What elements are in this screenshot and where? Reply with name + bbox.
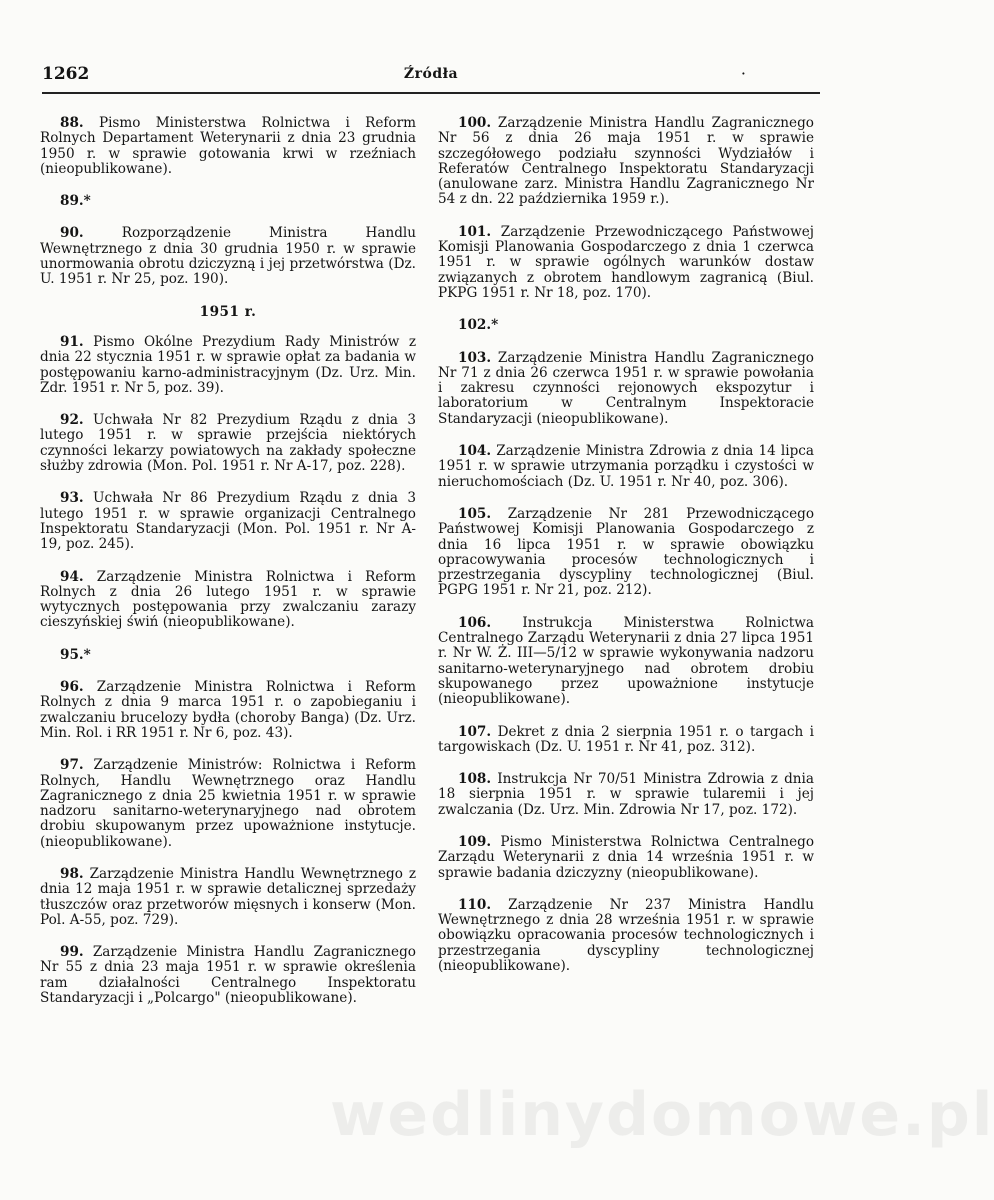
entry-number: 93.: [60, 490, 84, 507]
right-column: [438, 116, 814, 991]
entry-item: [40, 194, 416, 209]
entry-text: Zarządzenie Ministra Handlu Zagranicznego Nr 55 z dnia 23 maja 1951 r. w sprawie określenia ram działalności Centralnego Inspektoratu Standaryzacji i „Polcargo" (nieopublikowane).: [40, 944, 416, 1007]
entry-text: Uchwała Nr 82 Prezydium Rządu z dnia 3 lutego 1951 r. w sprawie przejścia niektórych czynności lekarzy powiatowych na zakłady społeczne służby zdrowia (Mon. Pol. 1951 r. Nr A-17, poz. 228).: [40, 412, 417, 475]
entry-item: [40, 758, 416, 850]
entry-text: Dekret z dnia 2 sierpnia 1951 r. o targach i targowiskach (Dz. U. 1951 r. Nr 41, poz. 312).: [438, 723, 814, 755]
entry-number: 108.: [458, 771, 492, 788]
entry-item: [438, 835, 814, 881]
entry-number: 96.: [60, 679, 84, 696]
entry-item: [40, 570, 416, 631]
entry-number: 109.: [458, 833, 492, 850]
entry-number: 106.: [458, 614, 492, 631]
entry-number: 91.: [60, 333, 84, 350]
left-column: [40, 116, 416, 1023]
entry-number: 98.: [60, 865, 84, 882]
entry-item: [438, 318, 814, 333]
page-header: [42, 62, 820, 94]
entry-item: [40, 648, 416, 663]
entry-text: Zarządzenie Ministra Zdrowia z dnia 14 lipca 1951 r. w sprawie utrzymania porządku i czystości w nieruchomościach (Dz. U. 1951 r. Nr 40, poz. 306).: [438, 443, 815, 490]
entry-number: 88.: [60, 115, 84, 131]
entry-item: [40, 226, 416, 287]
entry-item: [40, 335, 416, 396]
entry-number: 107.: [458, 723, 492, 740]
entry-text: Zarządzenie Ministra Handlu Zagranicznego Nr 71 z dnia 26 czerwca 1951 r. w sprawie powołania i zakresu czynności rejonowych ekspozytur i laboratorium w Centralnym Inspektoracie Standaryzacji (nieopublikowane).: [438, 349, 814, 427]
entry-item: [40, 867, 416, 928]
year-heading: 1951 r.: [199, 303, 257, 320]
entry-number: 100.: [458, 115, 492, 131]
entry-number: 89.*: [60, 193, 91, 210]
entry-text: Zarządzenie Ministra Rolnictwa i Reform Rolnych z dnia 9 marca 1951 r. o zapobieganiu i zwalczaniu brucelozy bydła (choroby Banga) (Dz. Urz. Min. Rol. i RR 1951 r. Nr 6, poz. 43).: [40, 679, 417, 741]
entry-text: Uchwała Nr 86 Prezydium Rządu z dnia 3 lutego 1951 r. w sprawie organizacji Centralnego Inspektoratu Standaryzacji (Mon. Pol. 1951 r. Nr A-19, poz. 245).: [40, 490, 417, 553]
entry-text: Zarządzenie Przewodniczącego Państwowej Komisji Planowania Gospodarczego z dnia 1 czerwca 1951 r. w sprawie ogólnych warunków dostaw związanych z obrotem handlowym zagranicą (Biul. PKPG 1951 r. Nr 18, poz. 170).: [438, 223, 814, 301]
watermark: wedlinydomowe.pl: [330, 1080, 994, 1150]
entry-item: [438, 725, 814, 756]
entry-item: [438, 225, 814, 301]
entry-number: 95.*: [60, 646, 91, 663]
entry-item: [438, 616, 814, 708]
entry-number: 103.: [458, 349, 492, 366]
entry-number: 94.: [60, 568, 84, 585]
entry-text: Instrukcja Nr 70/51 Ministra Zdrowia z dnia 18 sierpnia 1951 r. w sprawie tularemii i jej zwalczania (Dz. Urz. Min. Zdrowia Nr 17, poz. 172).: [438, 771, 814, 818]
entry-item: [438, 444, 814, 490]
entry-item: [438, 507, 814, 599]
entry-text: Zarządzenie Ministra Handlu Zagranicznego Nr 56 z dnia 26 maja 1951 r. w sprawie szczegółowego podziału szynności Wydziałów i Referatów Centralnego Inspektoratu Standaryzacji (anulowane zarz. Ministra Handlu Zagranicznego Nr 54 z dn. 22 października 1959 r.).: [438, 115, 814, 208]
running-title: Źródła: [403, 66, 459, 82]
entry-item: [40, 945, 416, 1006]
entry-number: 105.: [458, 505, 492, 522]
entry-text: Instrukcja Ministerstwa Rolnictwa Centralnego Zarządu Weterynarii z dnia 27 lipca 1951 r. Nr W. Ż. III—5/12 w sprawie wykonywania nadzoru sanitarno-weterynaryjnego nad obrotem drobiu skupowanego przez upoważnione instytucje (nieopublikowane).: [438, 614, 814, 708]
entry-number: 99.: [60, 944, 84, 961]
entry-item: [40, 680, 416, 741]
entry-text: Zarządzenie Nr 281 Przewodniczącego Państwowej Komisji Planowania Gospodarczego z dnia 16 lipca 1951 r. w sprawie obowiązku opracowywania procesów technologicznych i przestrzegania dyscypliny technologicznej (Biul. PGPG 1951 r. Nr 21, poz. 212).: [438, 505, 814, 599]
entry-text: Pismo Okólne Prezydium Rady Ministrów z dnia 22 stycznia 1951 r. w sprawie opłat za badania w postępowaniu karno-administracyjnym (Dz. Urz. Min. Zdr. 1951 r. Nr 5, poz. 39).: [40, 333, 416, 396]
entry-text: Zarządzenie Nr 237 Ministra Handlu Wewnętrznego z dnia 28 września 1951 r. w sprawie obowiązku opracowania procesów technologicznych i przestrzegania dyscypliny technologicznej (nieopublikowane).: [438, 896, 814, 975]
entry-text: Pismo Ministerstwa Rolnictwa i Reform Rolnych Departament Weterynarii z dnia 23 grudnia 1950 r. w sprawie gotowania krwi w rzeźniach (nieopublikowane).: [40, 115, 417, 177]
entry-item: [438, 772, 814, 818]
entry-text: Pismo Ministerstwa Rolnictwa Centralnego Zarządu Weterynarii z dnia 14 września 1951 r. w sprawie badania dziczyzny (nieopublikowane).: [438, 833, 814, 881]
entry-number: 102.*: [458, 317, 499, 334]
entry-number: 97.: [60, 757, 84, 774]
entry-text: Rozporządzenie Ministra Handlu Wewnętrznego z dnia 30 grudnia 1950 r. w sprawie unormowania obrotu dziczyzną i jej przetwórstwa (Dz. U. 1951 r. Nr 25, poz. 190).: [40, 225, 416, 288]
entry-text: Zarządzenie Ministra Handlu Wewnętrznego z dnia 12 maja 1951 r. w sprawie detalicznej sprzedaży tłuszczów oraz przetworów mięsnych i konserw (Mon. Pol. A-55, poz. 729).: [40, 865, 416, 928]
entry-item: [438, 351, 814, 427]
entry-number: 101.: [458, 223, 492, 240]
entry-item: [40, 491, 416, 552]
entry-item: [438, 898, 814, 974]
page-number: 1262: [42, 64, 90, 84]
entry-text: Zarządzenie Ministra Rolnictwa i Reform Rolnych z dnia 26 lutego 1951 r. w sprawie wytycznych postępowania przy zwalczaniu zarazy cieszyńskiej świń (nieopublikowane).: [40, 568, 417, 631]
entry-text: Zarządzenie Ministrów: Rolnictwa i Reform Rolnych, Handlu Wewnętrznego oraz Handlu Zagranicznego z dnia 25 kwietnia 1951 r. w sprawie nadzoru sanitarno-weterynaryjnego nad obrotem drobiu skupowanym przez upoważnione instytucje. (nieopublikowane).: [40, 757, 416, 850]
entry-number: 104.: [458, 443, 492, 460]
entry-item: [40, 116, 416, 177]
entry-item: [438, 116, 814, 208]
entry-number: 110.: [458, 896, 492, 913]
entry-number: 90.: [60, 225, 84, 242]
entry-number: 92.: [60, 412, 84, 429]
entry-item: [40, 413, 416, 474]
header-mark: ·: [740, 64, 746, 83]
